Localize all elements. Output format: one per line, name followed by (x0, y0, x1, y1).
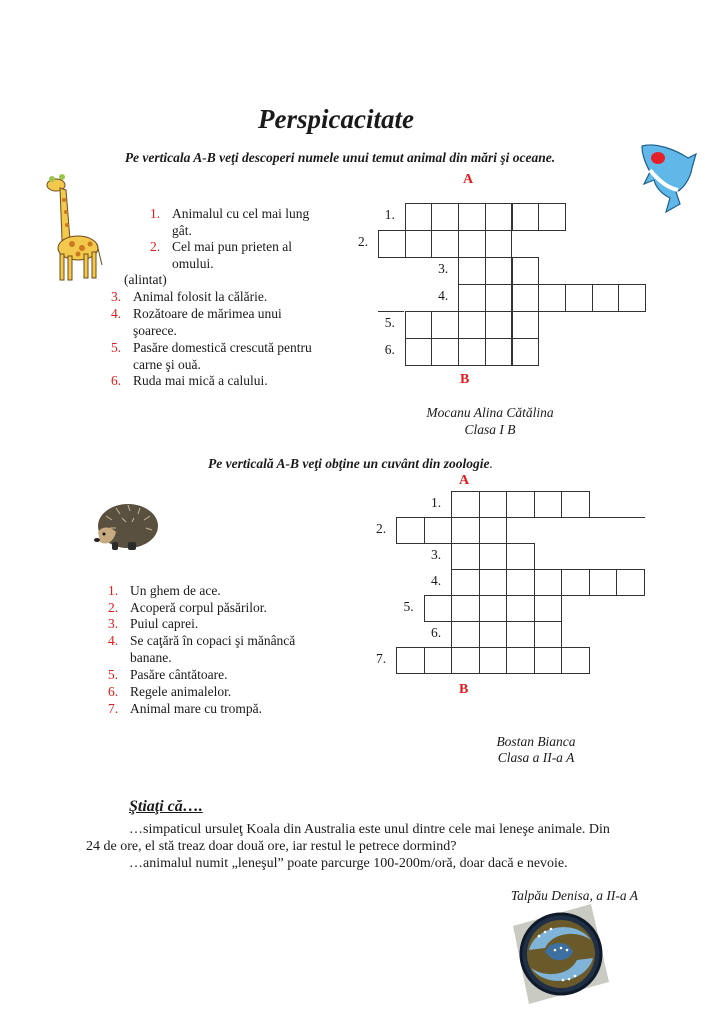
puzzle2-class: Clasa a II-a A (497, 750, 575, 765)
crossword-cell[interactable] (451, 595, 480, 622)
crossword-cell[interactable] (405, 338, 433, 366)
crossword-cell[interactable] (479, 621, 508, 648)
crossword-cell[interactable] (512, 284, 540, 312)
clue2-2: 2. Acoperă corpul păsărilor. (108, 600, 267, 615)
shark-image (636, 140, 700, 215)
puzzle1-marker-a: A (463, 172, 474, 187)
crossword-cell[interactable] (451, 517, 480, 544)
row-number-label: 4. (438, 288, 449, 303)
row-number-label: 6. (384, 342, 395, 357)
crossword-cell[interactable] (506, 647, 535, 674)
crossword-cell[interactable] (424, 517, 453, 544)
puzzle2-marker-b: B (459, 682, 469, 697)
crossword-cell[interactable] (618, 284, 646, 312)
puzzle1-class: Clasa I B (464, 422, 516, 437)
row-number-label: 2. (358, 234, 369, 249)
clue-1: 1. Animalul cu cel mai lung (150, 206, 310, 221)
clue2-4: 4. Se caţără în copaci şi mănâncă (108, 633, 296, 648)
clue-2-note: (alintat) (124, 272, 167, 287)
puzzle2-author: Bostan Bianca (496, 734, 576, 749)
crossword-cell[interactable] (534, 491, 563, 518)
puzzle1-instruction: Pe verticala A-B veţi descoperi numele unui temut animal din mări şi oceane. (124, 150, 556, 165)
giraffe-image (40, 170, 106, 282)
crossword-cell[interactable] (431, 203, 459, 231)
crossword-cell[interactable] (534, 595, 563, 622)
fun-facts-heading: Ştiaţi că…. (129, 798, 203, 815)
crossword-cell[interactable] (451, 569, 480, 596)
crossword-cell[interactable] (561, 491, 590, 518)
crossword-cell[interactable] (561, 569, 590, 596)
hedgehog-image (88, 496, 164, 556)
crossword-cell[interactable] (424, 595, 453, 622)
fact-1-line-1: …simpaticul ursuleţ Koala din Australia este unul dintre cele mai leneşe animale. Din (129, 822, 610, 837)
row-number-label: 1. (431, 495, 442, 510)
puzzle2-instruction: Pe verticală A-B veţi obţine un cuvânt din zoologie. (208, 456, 493, 471)
page-title: Perspicacitate (258, 104, 414, 134)
row-number-label: 1. (384, 207, 395, 222)
crossword-cell[interactable] (479, 491, 508, 518)
crossword-cell[interactable] (512, 338, 540, 366)
clue2-1: 1. Un ghem de ace. (108, 583, 221, 598)
clue-6: 6. Ruda mai mică a calului. (111, 373, 268, 388)
row-number-label: 3. (431, 547, 442, 562)
crossword-cell[interactable] (534, 621, 563, 648)
row-number-label: 7. (376, 651, 387, 666)
grid-rule-line (378, 311, 404, 312)
crossword-cell[interactable] (451, 543, 480, 570)
crossword-cell[interactable] (378, 230, 406, 258)
crossword-cell[interactable] (451, 491, 480, 518)
crossword-cell[interactable] (396, 517, 425, 544)
crossword-cell[interactable] (479, 543, 508, 570)
crossword-cell[interactable] (424, 647, 453, 674)
clue2-7: 7. Animal mare cu trompă. (108, 701, 262, 716)
crossword-cell[interactable] (534, 647, 563, 674)
clue2-5: 5. Pasăre cântătoare. (108, 667, 228, 682)
puzzle2-marker-a: A (459, 473, 470, 488)
crossword-cell[interactable] (405, 203, 433, 231)
crossword-cell[interactable] (592, 284, 620, 312)
clue-4: 4. Rozătoare de mărimea unui (111, 306, 282, 321)
crossword-cell[interactable] (451, 647, 480, 674)
crossword-cell[interactable] (479, 647, 508, 674)
crossword-cell[interactable] (538, 284, 566, 312)
clue2-6: 6. Regele animalelor. (108, 684, 232, 699)
fact-2: …animalul numit „leneşul” poate parcurge 100-200m/oră, doar dacă e nevoie. (129, 856, 568, 871)
crossword-cell[interactable] (534, 569, 563, 596)
crossword-cell[interactable] (506, 569, 535, 596)
row-number-label: 5. (403, 599, 414, 614)
crossword-cell[interactable] (512, 203, 540, 231)
row-number-label: 6. (431, 625, 442, 640)
crossword-cell[interactable] (431, 311, 459, 339)
clue2-3: 3. Puiul caprei. (108, 616, 199, 631)
crossword-cell[interactable] (458, 311, 486, 339)
crossword-cell[interactable] (458, 230, 486, 258)
crossword-cell[interactable] (538, 203, 566, 231)
ornament-image (505, 900, 615, 1008)
crossword-cell[interactable] (405, 230, 433, 258)
crossword-cell[interactable] (458, 284, 486, 312)
crossword-cell[interactable] (565, 284, 593, 312)
row-number-label: 2. (376, 521, 387, 536)
crossword-cell[interactable] (616, 569, 645, 596)
crossword-cell[interactable] (485, 257, 513, 285)
row-number-label: 4. (431, 573, 442, 588)
row-number-label: 5. (384, 315, 395, 330)
clue-3: 3. Animal folosit la călărie. (111, 289, 268, 304)
crossword-cell[interactable] (485, 230, 513, 258)
crossword-cell[interactable] (485, 284, 513, 312)
crossword-cell[interactable] (431, 338, 459, 366)
clue-2: 2. Cel mai pun prieten al (150, 239, 292, 254)
grid-rule-line (589, 517, 645, 518)
crossword-cell[interactable] (506, 595, 535, 622)
crossword-cell[interactable] (512, 257, 540, 285)
crossword-cell[interactable] (458, 203, 486, 231)
crossword-cell[interactable] (451, 621, 480, 648)
crossword-cell[interactable] (458, 257, 486, 285)
crossword-cell[interactable] (506, 543, 535, 570)
crossword-cell[interactable] (458, 338, 486, 366)
crossword-cell[interactable] (485, 311, 513, 339)
row-number-label: 3. (438, 261, 449, 276)
crossword-cell[interactable] (485, 203, 513, 231)
crossword-cell[interactable] (479, 569, 508, 596)
crossword-cell[interactable] (396, 647, 425, 674)
crossword-cell[interactable] (589, 569, 618, 596)
fun-facts-author: Talpău Denisa, a II-a A (510, 888, 638, 903)
crossword-cell[interactable] (479, 595, 508, 622)
crossword-cell[interactable] (512, 311, 540, 339)
crossword-cell[interactable] (506, 621, 535, 648)
crossword-cell[interactable] (506, 491, 535, 518)
puzzle1-marker-b: B (460, 372, 470, 387)
crossword-cell[interactable] (405, 311, 433, 339)
crossword-cell[interactable] (479, 517, 508, 544)
crossword-cell[interactable] (431, 230, 459, 258)
puzzle1-author: Mocanu Alina Cătălina (426, 405, 554, 420)
fact-1-line-2: 24 de ore, el stă treaz doar două ore, iar restul le petrece dormind? (86, 839, 457, 854)
crossword-cell[interactable] (485, 338, 513, 366)
crossword-cell[interactable] (561, 647, 590, 674)
clue-5: 5. Pasăre domestică crescută pentru (111, 340, 312, 355)
